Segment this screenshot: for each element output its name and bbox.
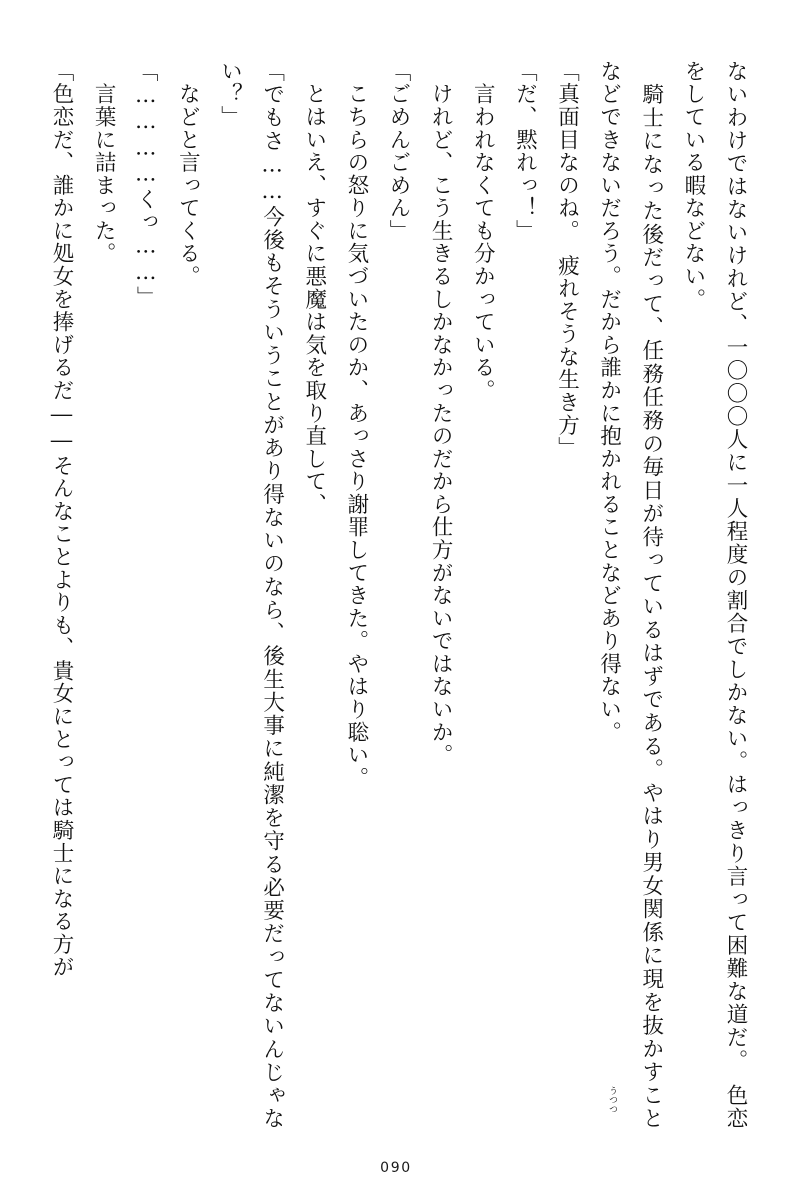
paragraph-11: などと言ってくる。: [175, 60, 201, 288]
paragraph-5: 言われなくても分かっている。: [470, 60, 496, 402]
paragraph-10: 「でもさ……今後もそういうことがあり得ないのなら、後生大事に純潔を守る必要だってないんじゃない？」: [217, 60, 285, 1130]
paragraph-4: 「だ、黙れっ！」: [512, 60, 538, 243]
ruby-reading-utsutsu: うつつ: [607, 1086, 617, 1114]
paragraph-14: 「色恋だ、誰かに処女を捧げるだ――そんなことよりも、貴女にとっては騎士になる方が: [49, 60, 74, 979]
paragraph-6: けれど、こう生きるしかなかったのだから仕方がないではないか。: [428, 60, 454, 767]
paragraph-12: 「…………くっ……」: [133, 60, 159, 309]
paragraph-13: 言葉に詰まった。: [91, 60, 117, 266]
paragraph-8: こちらの怒りに気づいたのか、あっさり謝罪してきた。やはり聡い。: [343, 60, 369, 790]
paragraph-1: ないわけではないけれど、一〇〇〇人に一人程度の割合でしかない。はっきり言って困難な道だ。 色恋をしている暇などない。: [680, 60, 748, 1130]
paragraph-3: 「真面目なのね。 疲れそうな生き方」: [554, 60, 580, 460]
paragraph-9: とはいえ、すぐに悪魔は気を取り直して、: [301, 60, 327, 516]
page-number: 090: [380, 1160, 412, 1176]
vertical-text-body: [40, 60, 756, 1130]
paragraph-2: 騎士になった後だって、任務任務の毎日が待っているはずである。やはり男女関係に現を抜かすことなどできないだろう。だから誰かに抱かれることなどあり得ない。: [596, 60, 664, 1130]
paragraph-7: 「ごめんごめん」: [386, 60, 411, 243]
